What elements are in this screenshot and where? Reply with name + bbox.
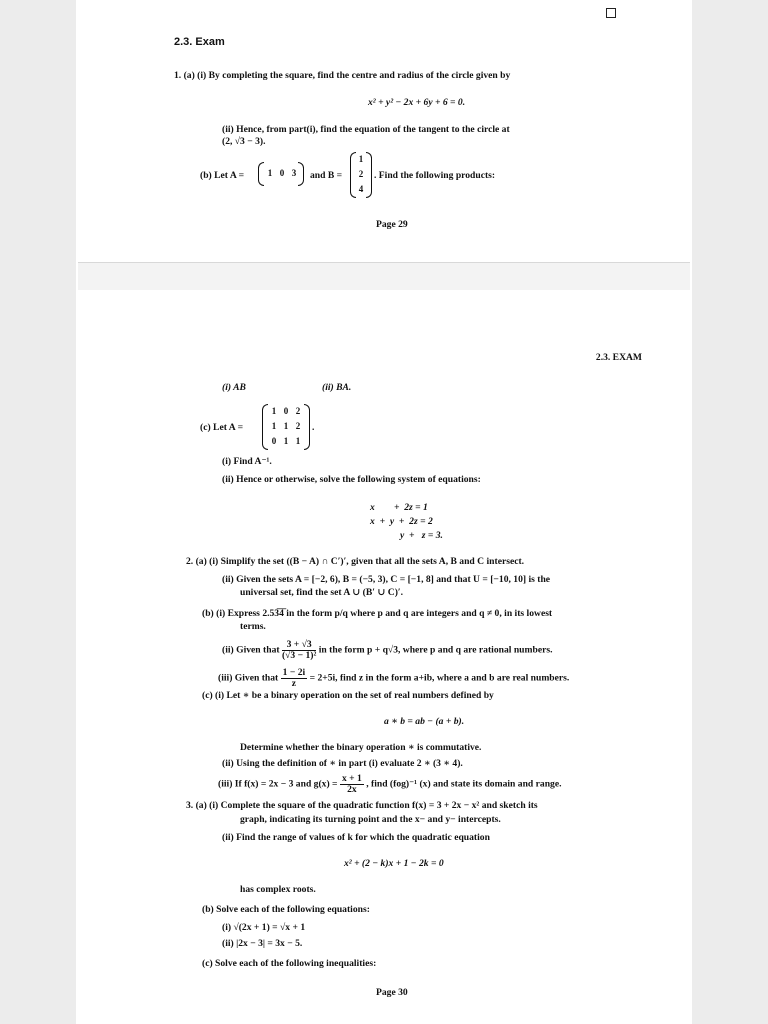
fraction (340, 774, 364, 795)
matrix-cell: 0 (283, 406, 289, 416)
q1b-tail: . Find the following products: (374, 170, 496, 181)
fraction (282, 640, 316, 661)
q1b-i: (i) AB (222, 382, 246, 393)
matrix-a-row (258, 162, 302, 186)
matrix-b-column (350, 152, 372, 198)
matrix-cell: 4 (358, 184, 364, 194)
q2a-i: 2. (a) (i) Simplify the set ((B − A) ∩ C′)′, given that all the sets A, B and C intersect. (186, 556, 525, 567)
left-margin (0, 0, 76, 1024)
fraction-numerator: 3 + √3 (282, 640, 316, 651)
q1a-equation: x² + y² − 2x + 6y + 6 = 0. (368, 97, 466, 108)
matrix-a-3x3 (262, 404, 315, 450)
q2c-equation: a ∗ b = ab − (a + b). (384, 716, 465, 727)
fraction-denominator: (√3 − 1)² (281, 650, 317, 661)
q1c-ii: (ii) Hence or otherwise, solve the following system of equations: (222, 474, 481, 485)
q1b-lead: (b) Let A = (200, 170, 245, 181)
page-number: Page 30 (376, 987, 408, 998)
q2b-iii (218, 668, 569, 689)
q2c-ii: (ii) Using the definition of ∗ in part (i) evaluate 2 ∗ (3 ∗ 4). (222, 758, 463, 769)
system-eq-3: y + z = 3. (400, 530, 443, 541)
q1c-i: (i) Find A⁻¹. (222, 456, 272, 467)
q2c-iii-lead: (iii) If f(x) = 2x − 3 and g(x) = (218, 778, 338, 790)
page-29 (78, 0, 690, 262)
matrix-cell: 2 (358, 169, 364, 179)
matrix-cell: 0 (279, 168, 285, 178)
matrix-cell: 1 (271, 406, 277, 416)
q1a-ii-line1: (ii) Hence, from part(i), find the equation of the tangent to the circle at (222, 124, 510, 135)
page-30 (78, 290, 690, 1024)
fraction-numerator: x + 1 (341, 773, 362, 784)
q2b-ii (222, 640, 552, 661)
q3b-i: (i) √(2x + 1) = √x + 1 (222, 922, 306, 933)
q1c-lead: (c) Let A = (200, 422, 244, 433)
q2b-ii-lead: (ii) Given that (222, 644, 280, 656)
q3a-equation: x² + (2 − k)x + 1 − 2k = 0 (344, 858, 444, 869)
q3a-ii: (ii) Find the range of values of k for which the quadratic equation (222, 832, 490, 843)
matrix-cell: 2 (295, 406, 301, 416)
fraction-denominator: z (291, 678, 297, 689)
page-title: 2.3. Exam (174, 36, 225, 48)
page-separator (78, 262, 690, 292)
q2b-i-line1: (b) (i) Express 2.53̅4̅ in the form p/q where p and q are integers and q ≠ 0, in its lowest (202, 608, 553, 619)
q2a-ii-line1: (ii) Given the sets A = [−2, 6), B = (−5, 3), C = [−1, 8] and that U = [−10, 10] is the (222, 574, 551, 585)
q2b-iii-lead: (iii) Given that (218, 672, 279, 684)
q2b-iii-tail: = 2+5i, find z in the form a+ib, where a and b are real numbers. (309, 672, 570, 684)
q2b-ii-tail: in the form p + q√3, where p and q are rational numbers. (318, 644, 553, 656)
matrix-cell: 1 (283, 421, 289, 431)
q3a-i-line1: 3. (a) (i) Complete the square of the quadratic function f(x) = 3 + 2x − x² and sketch its (186, 800, 538, 811)
checkbox-icon[interactable] (606, 8, 616, 18)
q2b-i-line2: terms. (240, 621, 266, 632)
matrix-cell: 1 (295, 436, 301, 446)
fraction-denominator: 2x (347, 784, 357, 795)
q3a-roots: has complex roots. (240, 884, 316, 895)
q1a-ii-line2: (2, √3 − 3). (222, 136, 266, 147)
matrix-cell: 2 (295, 421, 301, 431)
matrix-period: . (312, 422, 315, 433)
q1b-and: and B = (310, 170, 343, 181)
fraction (281, 668, 308, 689)
page-number: Page 29 (376, 219, 408, 230)
matrix-cell: 0 (271, 436, 277, 446)
matrix-cell: 1 (271, 421, 277, 431)
q2c-i: (c) (i) Let ∗ be a binary operation on the set of real numbers defined by (202, 690, 494, 701)
q2c-determine: Determine whether the binary operation ∗ is commutative. (240, 742, 482, 753)
running-header: 2.3. EXAM (595, 352, 642, 363)
q3c: (c) Solve each of the following inequalities: (202, 958, 377, 969)
matrix-cell: 1 (358, 154, 364, 164)
fraction-numerator: 1 − 2i (282, 667, 306, 678)
q1a-i: 1. (a) (i) By completing the square, find the centre and radius of the circle given by (174, 70, 511, 81)
matrix-cell: 3 (291, 168, 297, 178)
matrix-cell: 1 (283, 436, 289, 446)
system-eq-1: x + 2z = 1 (370, 502, 428, 513)
q3a-i-line2: graph, indicating its turning point and the x− and y− intercepts. (240, 814, 501, 825)
q2a-ii-line2: universal set, find the set A ∪ (B′ ∪ C)′. (240, 587, 403, 598)
q1b-ii: (ii) BA. (322, 382, 352, 393)
q3b: (b) Solve each of the following equations: (202, 904, 370, 915)
matrix-cell: 1 (267, 168, 273, 178)
q2c-iii-tail: , find (fog)⁻¹ (x) and state its domain and range. (366, 778, 562, 790)
right-margin (692, 0, 768, 1024)
system-eq-2: x + y + 2z = 2 (370, 516, 433, 527)
q2c-iii (218, 774, 562, 795)
q3b-ii: (ii) |2x − 3| = 3x − 5. (222, 938, 303, 949)
